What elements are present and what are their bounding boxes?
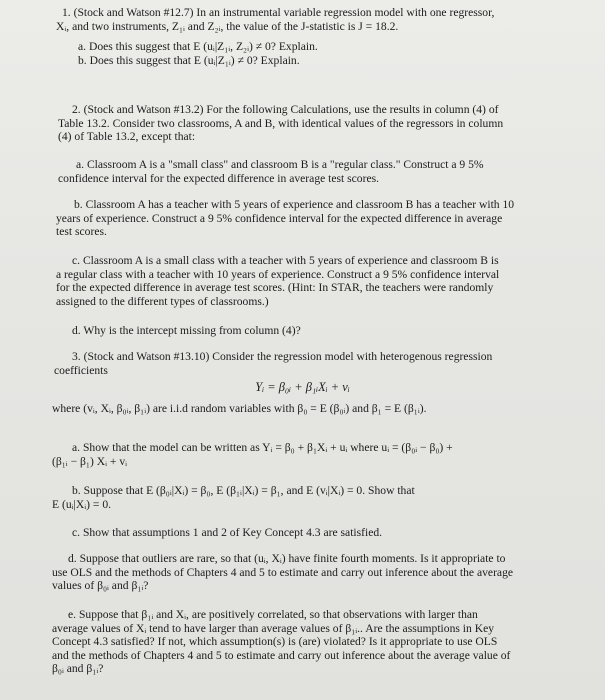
q3-part-a — [0, 441, 605, 468]
q2-part-b — [0, 198, 605, 239]
q3-d-line-1: d. Suppose that outliers are rare, so that (uᵢ, Xᵢ) have finite fourth moments. Is it appropriate to — [68, 552, 506, 565]
q3-d-line-2: use OLS and the methods of Chapters 4 and 5 to estimate and carry out inference about the average — [52, 565, 514, 579]
q3-e-line-5: β₀ᵢ and β₁ᵢ? — [52, 662, 104, 676]
q3-line-2: coefficients — [54, 363, 108, 377]
q2-a-line-2: confidence interval for the expected difference in average test scores. — [58, 171, 380, 185]
q2-part-c — [0, 254, 605, 308]
q2-c-line-4: assigned to the different types of classrooms.) — [56, 294, 269, 308]
question-1 — [0, 6, 605, 33]
q3-part-e — [0, 608, 605, 676]
q3-e-line-1: e. Suppose that β₁ᵢ and Xᵢ, are positively correlated, so that observations with larger than — [68, 608, 478, 621]
q3-where-line: where (vᵢ, Xᵢ, β₀ᵢ, β₁ᵢ) are i.i.d random variables with β₀ = E (β₀ᵢ) and β₁ = E (β₁ᵢ). — [52, 402, 427, 415]
q2-c-line-1: c. Classroom A is a small class with a teacher with 5 years of experience and classroom B is — [72, 254, 499, 267]
q3-e-line-2: average values of Xᵢ tend to have larger than average values of β₁ᵢ.. Are the assumptions in Key — [52, 621, 495, 635]
q3-d-line-3: values of β₀ᵢ and β₁ᵢ? — [52, 579, 149, 593]
q2-line-1: 2. (Stock and Watson #13.2) For the following Calculations, use the results in column (4) of — [72, 103, 499, 116]
q3-line-1: 3. (Stock and Watson #13.10) Consider the regression model with heterogenous regression — [72, 350, 493, 363]
regression-equation — [0, 381, 605, 395]
q3-a-line-1: a. Show that the model can be written as Yᵢ = β₀ + β₁Xᵢ + uᵢ where uᵢ = (β₀ᵢ − β₀) + — [72, 441, 453, 454]
q3-part-d — [0, 552, 605, 593]
q2-d-line: d. Why is the intercept missing from column (4)? — [72, 324, 301, 337]
question-1-parts — [0, 40, 605, 67]
q3-part-b — [0, 484, 605, 511]
q3-c-line: c. Show that assumptions 1 and 2 of Key Concept 4.3 are satisfied. — [72, 526, 383, 539]
q3-b-line-1: b. Suppose that E (β₀ᵢ|Xᵢ) = β₀, E (β₁ᵢ|Xᵢ) = β₁, and E (vᵢ|Xᵢ) = 0. Show that — [72, 484, 415, 497]
question-2 — [0, 103, 605, 144]
q2-a-line-1: a. Classroom A is a "small class" and classroom B is a "regular class." Construct a 9 5% — [76, 158, 484, 171]
q2-line-2: Table 13.2. Consider two classrooms, A and B, with identical values of the regressors in column — [58, 116, 504, 130]
question-3 — [0, 350, 605, 377]
q2-part-d — [0, 324, 605, 338]
q2-b-line-1: b. Classroom A has a teacher with 5 years of experience and classroom B has a teacher with 10 — [74, 198, 515, 211]
q3-part-c — [0, 526, 605, 540]
q2-b-line-2: years of experience. Construct a 9 5% confidence interval for the expected difference in average — [56, 211, 503, 225]
q2-c-line-3: for the expected difference in average test scores. (Hint: In STAR, the teachers were randomly — [56, 281, 494, 295]
q1-part-a: a. Does this suggest that E (uᵢ|Z₁ᵢ, Z₂ᵢ) ≠ 0? Explain. — [78, 40, 318, 53]
q3-e-line-3: Concept 4.3 satisfied? If not, which assumption(s) is (are) violated? Is it appropriate to use OLS — [52, 635, 498, 649]
q3-e-line-4: and the methods of Chapters 4 and 5 to estimate and carry out inference about the average value of — [52, 648, 511, 662]
q2-c-line-2: a regular class with a teacher with 10 years of experience. Construct a 9 5% confidence interval — [56, 267, 500, 281]
q3-b-line-2: E (uᵢ|Xᵢ) = 0. — [52, 497, 112, 511]
q2-line-3: (4) of Table 13.2, except that: — [58, 130, 196, 144]
q3-a-line-2: (β₁ᵢ − β₁) Xᵢ + vᵢ — [52, 454, 128, 468]
q1-line-2: Xᵢ, and two instruments, Z₁ᵢ and Z₂ᵢ, the value of the J-statistic is J = 18.2. — [56, 19, 399, 33]
q2-b-line-3: test scores. — [56, 225, 107, 239]
q2-part-a — [0, 158, 605, 185]
q1-line-1: 1. (Stock and Watson #12.7) In an instrumental variable regression model with one regressor, — [62, 6, 495, 19]
equation-text: Yᵢ = β₀ᵢ + β₁ᵢXᵢ + vᵢ — [255, 380, 350, 394]
q3-where-clause — [0, 402, 605, 416]
q1-part-b: b. Does this suggest that E (uᵢ|Z₁ᵢ) ≠ 0? Explain. — [78, 53, 300, 67]
